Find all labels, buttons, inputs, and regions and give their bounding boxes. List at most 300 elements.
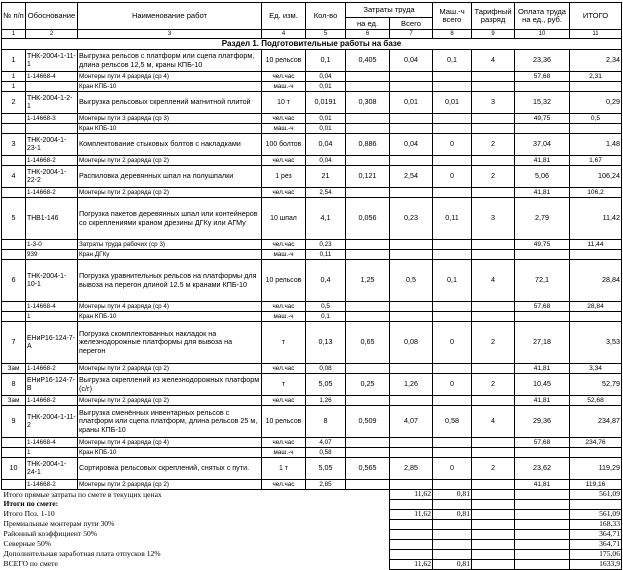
col-number: 3	[78, 30, 262, 39]
row-grade: 2	[472, 134, 515, 156]
row-number: 10	[2, 458, 26, 480]
row-labor-unit	[346, 82, 390, 92]
row-qty: 4,1	[306, 198, 346, 240]
row-mach	[433, 156, 472, 166]
row-grade: 3	[472, 198, 515, 240]
row-pay: 41,81	[515, 156, 570, 166]
row-qty: 2,54	[306, 188, 346, 198]
vacation-label: Дополнительная заработная плата отпусков 12%	[3, 549, 161, 559]
district-label: Районный коэффициент 50%	[3, 529, 98, 539]
resource-row	[2, 82, 622, 92]
row-mach: 0	[433, 166, 472, 188]
work-item-row	[2, 406, 622, 438]
row-pay	[515, 250, 570, 260]
row-total	[570, 250, 622, 260]
row-grade: 4	[472, 406, 515, 438]
row-total: 11,42	[570, 198, 622, 240]
row-qty: 5,05	[306, 374, 346, 396]
row-labor-unit: 0,509	[346, 406, 390, 438]
row-total: 52,68	[570, 396, 622, 406]
row-total: 1,67	[570, 156, 622, 166]
row-grade: 2	[472, 374, 515, 396]
row-mach	[433, 250, 472, 260]
row-qty: 2,85	[306, 480, 346, 490]
poz-labor: 11,62	[390, 510, 433, 520]
header-grade: Тарифный разряд	[472, 3, 515, 30]
row-name: Распиловка деревянных шпал на полушпалки	[78, 166, 262, 188]
col-number: 7	[390, 30, 433, 39]
row-qty: 0,08	[306, 364, 346, 374]
row-labor-total	[390, 114, 433, 124]
row-number: 3	[2, 134, 26, 156]
row-grade	[472, 302, 515, 312]
row-qty: 0,0191	[306, 92, 346, 114]
row-pay: 27,18	[515, 322, 570, 364]
row-grade	[472, 156, 515, 166]
row-number	[2, 240, 26, 250]
resource-row	[2, 72, 622, 82]
row-labor-total	[390, 448, 433, 458]
row-total	[570, 312, 622, 322]
resource-row	[2, 124, 622, 134]
row-basis: ТНК-2004-1-10-1	[26, 260, 78, 302]
row-total: 3,34	[570, 364, 622, 374]
row-pay: 23,62	[515, 458, 570, 480]
row-mach	[433, 364, 472, 374]
row-labor-unit: 0,886	[346, 134, 390, 156]
row-labor-total: 2,85	[390, 458, 433, 480]
header-qty: Кол-во	[306, 3, 346, 30]
row-labor-total	[390, 240, 433, 250]
row-mach	[433, 448, 472, 458]
work-item-row	[2, 374, 622, 396]
row-unit: маш.-ч	[262, 448, 306, 458]
row-total: 1,48	[570, 134, 622, 156]
row-qty: 0,04	[306, 156, 346, 166]
row-mach	[433, 480, 472, 490]
work-item-row	[2, 198, 622, 240]
resource-row	[2, 114, 622, 124]
row-total: 3,53	[570, 322, 622, 364]
row-unit: 100 болтов	[262, 134, 306, 156]
row-basis: ТНК-2004-1-11-1	[26, 50, 78, 72]
row-labor-total	[390, 188, 433, 198]
row-total: 119,16	[570, 480, 622, 490]
row-qty: 0,11	[306, 250, 346, 260]
row-name: Монтеры пути 3 разряда (ср 3)	[78, 114, 262, 124]
row-qty: 5,05	[306, 458, 346, 480]
row-unit: т	[262, 322, 306, 364]
row-pay: 57,68	[515, 72, 570, 82]
row-number: 4	[2, 166, 26, 188]
row-mach: 0,01	[433, 92, 472, 114]
row-labor-total: 0,23	[390, 198, 433, 240]
row-mach	[433, 82, 472, 92]
col-number: 6	[346, 30, 390, 39]
row-total: 234,76	[570, 438, 622, 448]
col-number: 1	[2, 30, 26, 39]
resource-row	[2, 364, 622, 374]
row-name: Выгрузка рельсов с платформ или сцепа платформ, длина рельсов 12,5 м, краны КПБ-10	[78, 50, 262, 72]
row-grade	[472, 188, 515, 198]
row-labor-total: 0,04	[390, 50, 433, 72]
col-number: 10	[515, 30, 570, 39]
row-basis: ЕНиР16-124-7-В	[26, 374, 78, 396]
row-mach: 0	[433, 374, 472, 396]
row-unit: чел.час	[262, 114, 306, 124]
row-mach	[433, 72, 472, 82]
row-labor-unit: 0,308	[346, 92, 390, 114]
row-name: Погрузка уравнительных рельсов на платформы для вывоза на перегон длиной 12.5 м кранами КПБ-10	[78, 260, 262, 302]
row-pay: 10,45	[515, 374, 570, 396]
row-labor-unit: 1,25	[346, 260, 390, 302]
row-number	[2, 438, 26, 448]
row-grade	[472, 312, 515, 322]
row-name: Сортировка рельсовых скреплений, снятых с пути.	[78, 458, 262, 480]
row-number: 1	[2, 72, 26, 82]
row-labor-unit	[346, 250, 390, 260]
row-basis: 1	[26, 448, 78, 458]
row-pay: 57,68	[515, 438, 570, 448]
row-unit: 10 шпал	[262, 198, 306, 240]
row-name: Монтеры пути 2 разряда (ср 2)	[78, 396, 262, 406]
row-total: 234,87	[570, 406, 622, 438]
row-number	[2, 448, 26, 458]
estimate-table	[1, 2, 622, 570]
row-mach: 0,1	[433, 260, 472, 302]
grand-mach: 0,81	[433, 560, 472, 570]
row-labor-total	[390, 250, 433, 260]
row-basis	[26, 82, 78, 92]
row-unit: 10 т	[262, 92, 306, 114]
row-basis: ТНК-2004-1-2-1	[26, 92, 78, 114]
row-number: 7	[2, 322, 26, 364]
resource-row	[2, 302, 622, 312]
row-labor-unit	[346, 114, 390, 124]
row-pay: 49,75	[515, 114, 570, 124]
row-unit: маш.-ч	[262, 82, 306, 92]
row-grade: 4	[472, 260, 515, 302]
row-basis: ТНК-2004-1-11-2	[26, 406, 78, 438]
row-name: Кран КПБ-10	[78, 82, 262, 92]
row-name: Выгрузка сменённых инвентарных рельсов с платформ или сцепа платформ, длина рельсов 25 м, краны КПБ-10	[78, 406, 262, 438]
row-name: Монтеры пути 2 разряда (ср 2)	[78, 188, 262, 198]
row-number: 9	[2, 406, 26, 438]
row-pay: 2,79	[515, 198, 570, 240]
row-total: 11,44	[570, 240, 622, 250]
row-total: 28,84	[570, 260, 622, 302]
row-basis: ТНВ1-146	[26, 198, 78, 240]
row-labor-unit	[346, 396, 390, 406]
row-number: 2	[2, 92, 26, 114]
row-name: Погрузка пакетов деревянных шпал или контейнеров со скреплениями краном дрезины ДГКу или АГМу	[78, 198, 262, 240]
header-mach: Маш.-ч всего	[433, 3, 472, 30]
row-mach	[433, 396, 472, 406]
row-labor-total	[390, 82, 433, 92]
row-qty: 0,1	[306, 50, 346, 72]
row-qty: 0,13	[306, 322, 346, 364]
row-qty: 21	[306, 166, 346, 188]
row-labor-unit	[346, 480, 390, 490]
header-labor-total: Всего	[390, 18, 433, 30]
row-unit: 10 рельсов	[262, 406, 306, 438]
row-basis: 1-14668-3	[26, 114, 78, 124]
row-total: 52,79	[570, 374, 622, 396]
row-qty: 0,01	[306, 82, 346, 92]
row-qty: 0,04	[306, 72, 346, 82]
row-qty: 0,23	[306, 240, 346, 250]
row-total: 106,24	[570, 166, 622, 188]
row-pay	[515, 448, 570, 458]
row-labor-total	[390, 72, 433, 82]
row-unit: 10 рельсов	[262, 50, 306, 72]
row-pay: 15,32	[515, 92, 570, 114]
work-item-row	[2, 50, 622, 72]
poz-total-label: Итого Поз. 1-10	[3, 509, 55, 519]
row-unit: маш.-ч	[262, 250, 306, 260]
row-labor-unit: 0,25	[346, 374, 390, 396]
row-mach	[433, 114, 472, 124]
row-name: Кран КПБ-10	[78, 124, 262, 134]
row-labor-unit	[346, 312, 390, 322]
row-name: Монтеры пути 4 разряда (ср 4)	[78, 72, 262, 82]
row-unit: чел.час	[262, 480, 306, 490]
row-basis: 1-14668-4	[26, 72, 78, 82]
row-unit: 1 т	[262, 458, 306, 480]
row-qty: 4,07	[306, 438, 346, 448]
row-qty: 0,4	[306, 260, 346, 302]
header-no: № п/п	[2, 3, 26, 30]
row-unit: чел.час	[262, 396, 306, 406]
row-labor-unit: 0,121	[346, 166, 390, 188]
row-name: Монтеры пути 2 разряда (ср 2)	[78, 480, 262, 490]
direct-costs-label: Итого прямые затраты по смете в текущих ценах	[3, 489, 162, 499]
row-name: Выгрузка рельсовых скреплений магнитной плитой	[78, 92, 262, 114]
row-mach	[433, 312, 472, 322]
row-mach: 0	[433, 322, 472, 364]
row-qty: 0,01	[306, 124, 346, 134]
north-label: Северные 50%	[3, 539, 52, 549]
estimate-totals-label: Итоги по смете:	[3, 499, 59, 509]
row-labor-unit	[346, 438, 390, 448]
row-grade: 2	[472, 322, 515, 364]
row-pay	[515, 312, 570, 322]
row-labor-unit: 0,056	[346, 198, 390, 240]
row-grade	[472, 396, 515, 406]
row-mach	[433, 302, 472, 312]
work-item-row	[2, 134, 622, 156]
row-mach	[433, 240, 472, 250]
resource-row	[2, 240, 622, 250]
row-labor-unit: 0,405	[346, 50, 390, 72]
row-name: Погрузка скомплектованных накладок на железнодорожные платформы для вывоза на перегон	[78, 322, 262, 364]
row-qty: 0,1	[306, 312, 346, 322]
row-total: 119,29	[570, 458, 622, 480]
row-labor-total	[390, 302, 433, 312]
row-labor-total	[390, 312, 433, 322]
header-pay: Оплата труда на ед., руб.	[515, 3, 570, 30]
row-basis: 1-14668-2	[26, 364, 78, 374]
row-labor-total	[390, 480, 433, 490]
row-pay: 72,1	[515, 260, 570, 302]
row-unit: маш.-ч	[262, 124, 306, 134]
row-labor-total: 0,5	[390, 260, 433, 302]
row-grade	[472, 480, 515, 490]
header-labor-unit: на ед.	[346, 18, 390, 30]
row-unit: 10 рельсов	[262, 260, 306, 302]
work-item-row	[2, 458, 622, 480]
resource-row	[2, 250, 622, 260]
row-basis: 1-14668-2	[26, 480, 78, 490]
row-grade: 2	[472, 458, 515, 480]
row-mach	[433, 188, 472, 198]
vacation-total: 175,06	[570, 550, 622, 560]
direct-total: 561,09	[570, 490, 622, 500]
grand-total: 1633,9	[570, 560, 622, 570]
resource-row	[2, 438, 622, 448]
row-number: 1	[2, 50, 26, 72]
resource-row	[2, 312, 622, 322]
row-number	[2, 250, 26, 260]
work-item-row	[2, 166, 622, 188]
row-number: 6	[2, 260, 26, 302]
row-labor-unit	[346, 302, 390, 312]
row-grade	[472, 448, 515, 458]
row-labor-total: 0,01	[390, 92, 433, 114]
row-unit: т	[262, 374, 306, 396]
row-pay: 37,04	[515, 134, 570, 156]
row-number: Зам	[2, 396, 26, 406]
row-labor-total	[390, 438, 433, 448]
column-numbers-row	[2, 30, 622, 39]
row-grade: 3	[472, 92, 515, 114]
row-basis: ТНК-2004-1-23-1	[26, 134, 78, 156]
row-total	[570, 82, 622, 92]
row-pay	[515, 82, 570, 92]
row-number: 5	[2, 198, 26, 240]
col-number: 11	[570, 30, 622, 39]
row-unit: 1 рез	[262, 166, 306, 188]
row-total	[570, 124, 622, 134]
row-grade	[472, 114, 515, 124]
row-labor-total	[390, 396, 433, 406]
totals-block	[2, 490, 622, 570]
row-grade	[472, 438, 515, 448]
row-qty: 0,04	[306, 134, 346, 156]
row-total: 0,29	[570, 92, 622, 114]
col-number: 8	[433, 30, 472, 39]
col-number: 2	[26, 30, 78, 39]
row-unit: чел.час	[262, 188, 306, 198]
row-number	[2, 480, 26, 490]
row-pay: 23,36	[515, 50, 570, 72]
row-number: 1	[2, 82, 26, 92]
row-grade	[472, 72, 515, 82]
row-pay: 41,81	[515, 480, 570, 490]
col-number: 5	[306, 30, 346, 39]
row-labor-unit: 0,65	[346, 322, 390, 364]
resource-row	[2, 396, 622, 406]
row-number: 8	[2, 374, 26, 396]
row-labor-total	[390, 124, 433, 134]
row-grade	[472, 82, 515, 92]
row-number: Зам	[2, 364, 26, 374]
row-labor-total	[390, 364, 433, 374]
row-labor-unit: 0,565	[346, 458, 390, 480]
header-basis: Обоснование	[26, 3, 78, 30]
row-grade	[472, 124, 515, 134]
row-total	[570, 448, 622, 458]
row-grade	[472, 240, 515, 250]
row-grade	[472, 250, 515, 260]
row-mach: 0	[433, 134, 472, 156]
header-name: Наименование работ	[78, 3, 262, 30]
poz-total: 561,09	[570, 510, 622, 520]
row-unit: чел.час	[262, 72, 306, 82]
header-labor-group: Затраты труда	[346, 3, 433, 18]
row-labor-unit	[346, 156, 390, 166]
row-mach	[433, 124, 472, 134]
row-total: 2,31	[570, 72, 622, 82]
row-qty: 0,01	[306, 114, 346, 124]
row-pay: 29,36	[515, 406, 570, 438]
row-basis: 1-3-0	[26, 240, 78, 250]
header-total: ИТОГО	[570, 3, 622, 30]
row-number	[2, 124, 26, 134]
work-item-row	[2, 92, 622, 114]
work-item-row	[2, 260, 622, 302]
row-labor-total: 0,08	[390, 322, 433, 364]
grand-total-label: ВСЕГО по смете	[3, 559, 58, 569]
row-labor-total: 0,04	[390, 134, 433, 156]
row-mach: 0,1	[433, 50, 472, 72]
row-number	[2, 156, 26, 166]
resource-row	[2, 448, 622, 458]
row-unit: маш.-ч	[262, 312, 306, 322]
row-number	[2, 302, 26, 312]
row-unit: чел.час	[262, 240, 306, 250]
bonus-total: 168,33	[570, 520, 622, 530]
row-qty: 1,26	[306, 396, 346, 406]
row-name: Кран ДГКу	[78, 250, 262, 260]
row-total: 2,34	[570, 50, 622, 72]
north-total: 364,71	[570, 540, 622, 550]
row-name: Комплектование стыковых болтов с накладками	[78, 134, 262, 156]
resource-row	[2, 156, 622, 166]
row-name: Монтеры пути 4 разряда (ср 4)	[78, 438, 262, 448]
row-pay: 49,75	[515, 240, 570, 250]
row-grade: 2	[472, 166, 515, 188]
row-unit: чел.час	[262, 438, 306, 448]
row-name: Монтеры пути 2 разряда (ср 2)	[78, 156, 262, 166]
row-number	[2, 114, 26, 124]
row-qty: 8	[306, 406, 346, 438]
col-number: 9	[472, 30, 515, 39]
resource-row	[2, 480, 622, 490]
row-total: 106,2	[570, 188, 622, 198]
row-mach: 0	[433, 458, 472, 480]
row-unit: чел.час	[262, 364, 306, 374]
row-basis: ТНК-2004-1-24-1	[26, 458, 78, 480]
row-basis: 1-14668-4	[26, 438, 78, 448]
row-pay: 41,81	[515, 188, 570, 198]
row-number	[2, 188, 26, 198]
row-name: Кран КПБ-10	[78, 448, 262, 458]
row-labor-unit	[346, 72, 390, 82]
poz-mach: 0,81	[433, 510, 472, 520]
row-grade	[472, 364, 515, 374]
direct-mach: 0,81	[433, 490, 472, 500]
